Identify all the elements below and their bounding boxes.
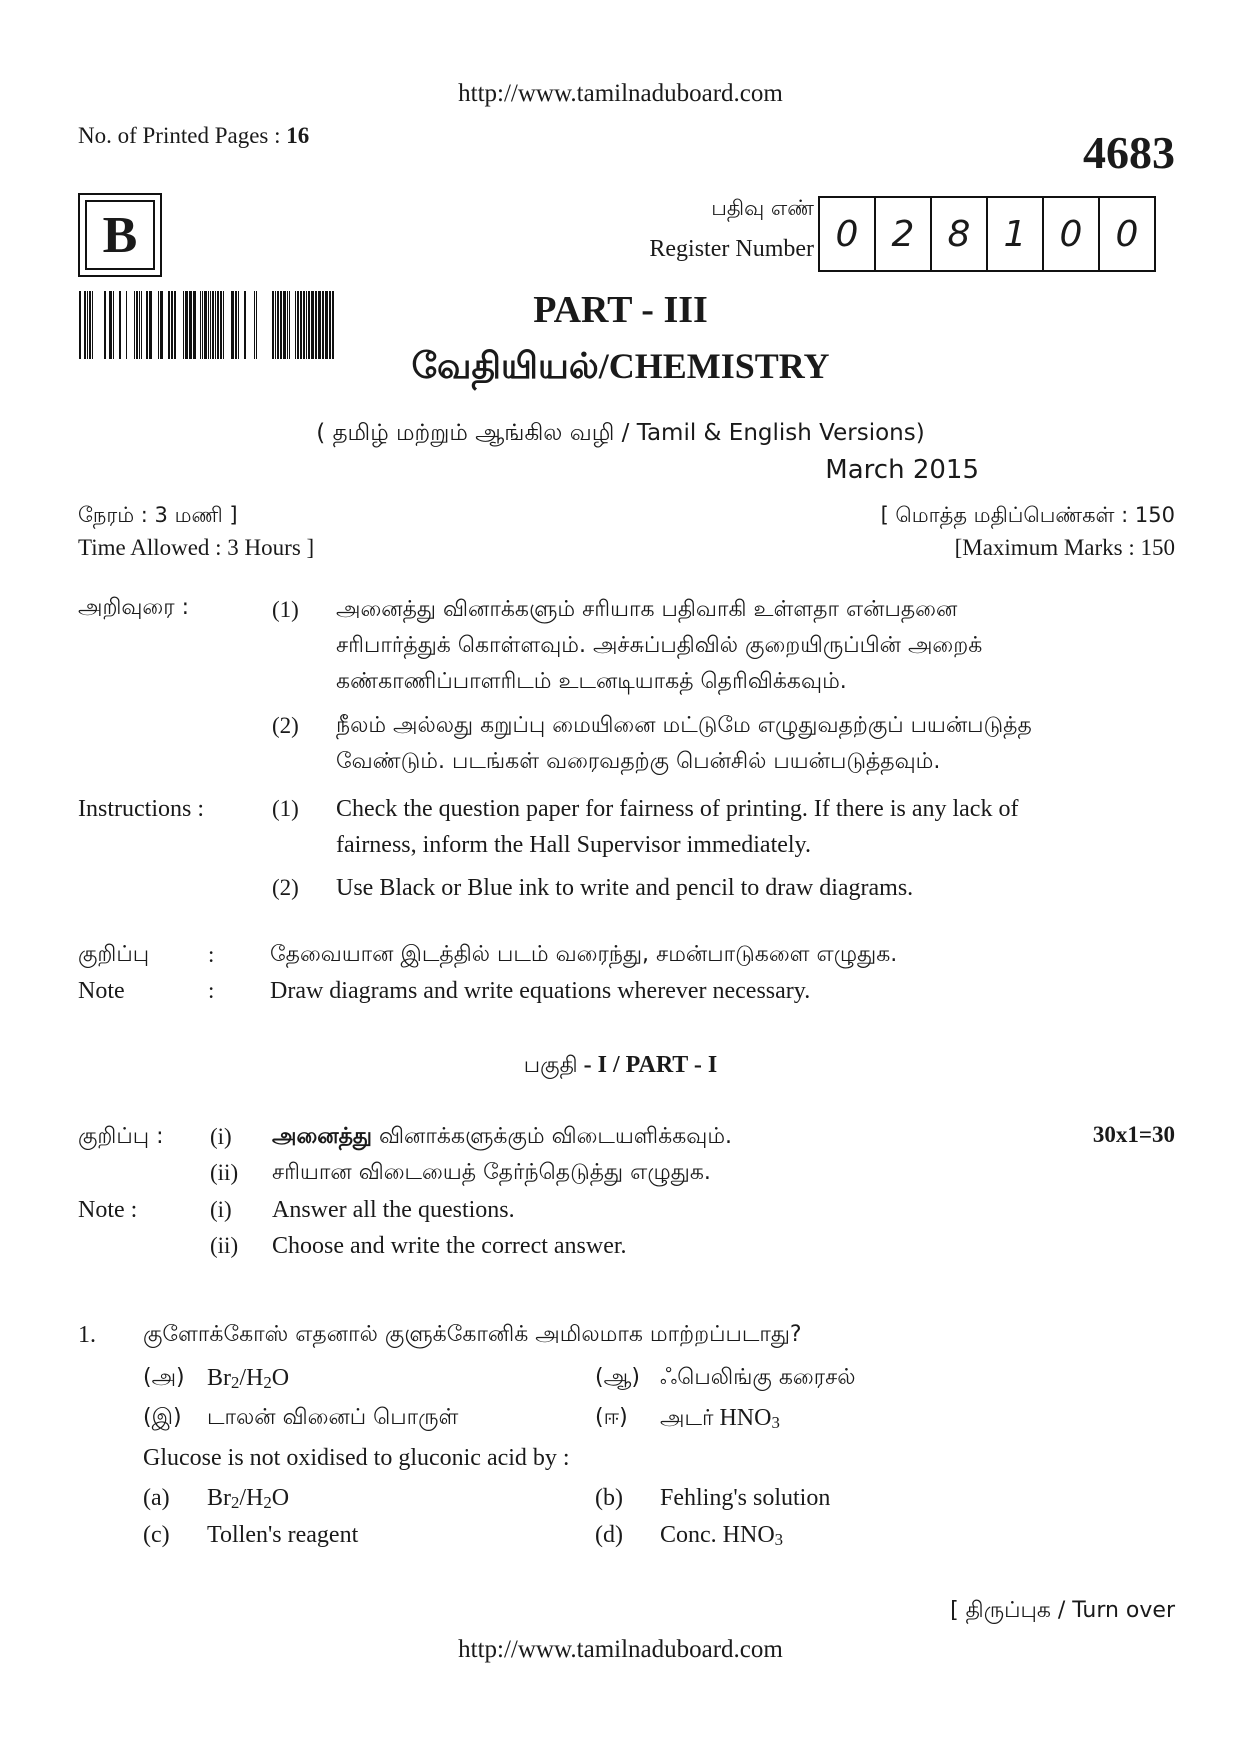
section-note-num: (ii) <box>210 1233 239 1258</box>
versions-text: ( தமிழ் மற்றும் ஆங்கில வழி / Tamil & English Versions) <box>316 420 925 446</box>
option-key: (a) <box>143 1485 170 1511</box>
subject-title <box>0 345 1241 392</box>
section-note-en-i: Answer all the questions. <box>272 1197 515 1223</box>
subject-ta: வேதியியல் <box>411 346 599 387</box>
instruction-line: வேண்டும். படங்கள் வரைவதற்கு பென்சில் பயன்படுத்தவும். <box>336 749 941 774</box>
top-url: http://www.tamilnaduboard.com <box>458 80 783 107</box>
register-label-ta: பதிவு எண் <box>711 196 814 220</box>
time-allowed-en: Time Allowed : 3 Hours ] <box>78 535 315 560</box>
option-en-c: Tollen's reagent <box>207 1522 359 1548</box>
series-box: B <box>78 193 162 277</box>
printed-pages <box>78 123 309 149</box>
turn-over <box>950 1597 1175 1626</box>
register-digit: 1 <box>988 198 1044 270</box>
section-heading <box>0 1052 1241 1081</box>
instruction-en-2 <box>336 870 1186 906</box>
printed-pages-label: No. of Printed Pages : <box>78 123 287 148</box>
note-colon: : <box>208 942 215 967</box>
register-digit: 0 <box>1115 213 1139 255</box>
bottom-url: http://www.tamilnaduboard.com <box>458 1636 783 1663</box>
section-heading-en: - I / PART - I <box>577 1052 718 1078</box>
instruction-en-1 <box>336 791 1186 863</box>
instruction-line: Use Black or Blue ink to write and pencil to draw diagrams. <box>336 875 914 901</box>
register-digit: 0 <box>1044 198 1100 270</box>
instruction-line: சரிபார்த்துக் கொள்ளவும். அச்சுப்பதிவில் குறையிருப்பின் அறைக் <box>336 633 983 658</box>
section-note-label-en: Note : <box>78 1197 138 1223</box>
option-key: (d) <box>595 1522 623 1548</box>
time-allowed-ta: நேரம் : 3 மணி ] <box>78 503 238 527</box>
note-colon: : <box>208 978 215 1003</box>
option-key: (இ) <box>143 1405 182 1430</box>
instruction-ta-2 <box>336 708 1176 780</box>
instruction-en-num: (2) <box>272 875 299 900</box>
section-note-label-ta: குறிப்பு : <box>78 1124 164 1149</box>
section-note-ta-ii: சரியான விடையைத் தேர்ந்தெடுத்து எழுதுக. <box>272 1160 711 1185</box>
section-note-ta-i <box>272 1124 732 1152</box>
section-note-num: (i) <box>210 1124 232 1149</box>
note-label-en: Note <box>78 978 125 1004</box>
register-digit: 2 <box>876 198 932 270</box>
section-heading-ta: பகுதி <box>523 1053 578 1078</box>
register-digit: 8 <box>932 198 988 270</box>
turn-over-text: [ திருப்புக / Turn over <box>950 1598 1175 1623</box>
instruction-line: fairness, inform the Hall Supervisor immediately. <box>336 832 811 858</box>
instruction-line: நீலம் அல்லது கறுப்பு மையினை மட்டுமே எழுதுவதற்குப் பயன்படுத்த <box>336 713 1032 738</box>
option-en-b: Fehling's solution <box>660 1485 831 1511</box>
option-ta-b: ஃபெலிங்கு கரைசல் <box>660 1365 856 1390</box>
instruction-line: அனைத்து வினாக்களும் சரியாக பதிவாகி உள்ளதா என்பதனை <box>336 597 958 622</box>
instruction-line: Check the question paper for fairness of printing. If there is any lack of <box>336 796 1019 822</box>
option-ta-c: டாலன் வினைப் பொருள் <box>207 1405 459 1430</box>
instructions-ta-label: அறிவுரை : <box>78 595 190 620</box>
option-en-a: $Br_2/H_2O$ <box>207 1485 290 1512</box>
option-key: (ஈ) <box>595 1405 628 1430</box>
instruction-line: கண்காணிப்பாளரிடம் உடனடியாகத் தெரிவிக்கவும். <box>336 669 847 694</box>
instruction-en-num: (1) <box>272 796 299 821</box>
option-key: (ஆ) <box>595 1365 640 1390</box>
section-note-bold: அனைத்து <box>272 1124 373 1149</box>
instruction-ta-num: (1) <box>272 597 299 622</box>
section-note-num: (ii) <box>210 1160 239 1185</box>
option-key: (b) <box>595 1485 623 1511</box>
paper-code: 4683 <box>1083 127 1175 178</box>
section-note-en-ii: Choose and write the correct answer. <box>272 1233 627 1259</box>
versions-line <box>0 420 1241 449</box>
section-note-rest: வினாக்களுக்கும் விடையளிக்கவும். <box>372 1124 733 1149</box>
instruction-ta-num: (2) <box>272 713 299 738</box>
option-ta-d: அடர் $HNO_3$ <box>660 1405 780 1432</box>
section-score: 30x1=30 <box>1092 1122 1175 1147</box>
question-number: 1. <box>78 1322 96 1348</box>
register-label-en: Register Number <box>649 236 814 262</box>
register-digit: 0 <box>820 198 876 270</box>
max-marks-ta: [ மொத்த மதிப்பெண்கள் : 150 <box>880 503 1175 527</box>
question-text-ta: குளோக்கோஸ் எதனால் குளுக்கோனிக் அமிலமாக மாற்றப்படாது? <box>143 1322 802 1347</box>
subject-en: CHEMISTRY <box>608 346 830 386</box>
option-en-d: Conc. $HNO_3$ <box>660 1522 784 1549</box>
note-text-en: Draw diagrams and write equations wherever necessary. <box>270 978 811 1004</box>
option-key: (அ) <box>143 1365 185 1390</box>
instructions-en-label: Instructions : <box>78 796 204 822</box>
instruction-ta-1 <box>336 592 1176 700</box>
section-note-num: (i) <box>210 1197 232 1222</box>
note-text-ta: தேவையான இடத்தில் படம் வரைந்து, சமன்பாடுகளை எழுதுக. <box>270 942 898 967</box>
note-label-ta: குறிப்பு <box>78 942 150 967</box>
subject-separator: / <box>598 346 609 386</box>
exam-date: March 2015 <box>825 455 979 485</box>
option-ta-a: $Br_2/H_2O$ <box>207 1365 290 1392</box>
max-marks-en: [Maximum Marks : 150 <box>954 535 1175 560</box>
register-number-boxes <box>818 196 1156 272</box>
part-title: PART - III <box>533 289 708 331</box>
question-text-en: Glucose is not oxidised to gluconic acid by : <box>143 1445 570 1471</box>
printed-pages-value: 16 <box>286 123 310 148</box>
option-key: (c) <box>143 1522 170 1548</box>
